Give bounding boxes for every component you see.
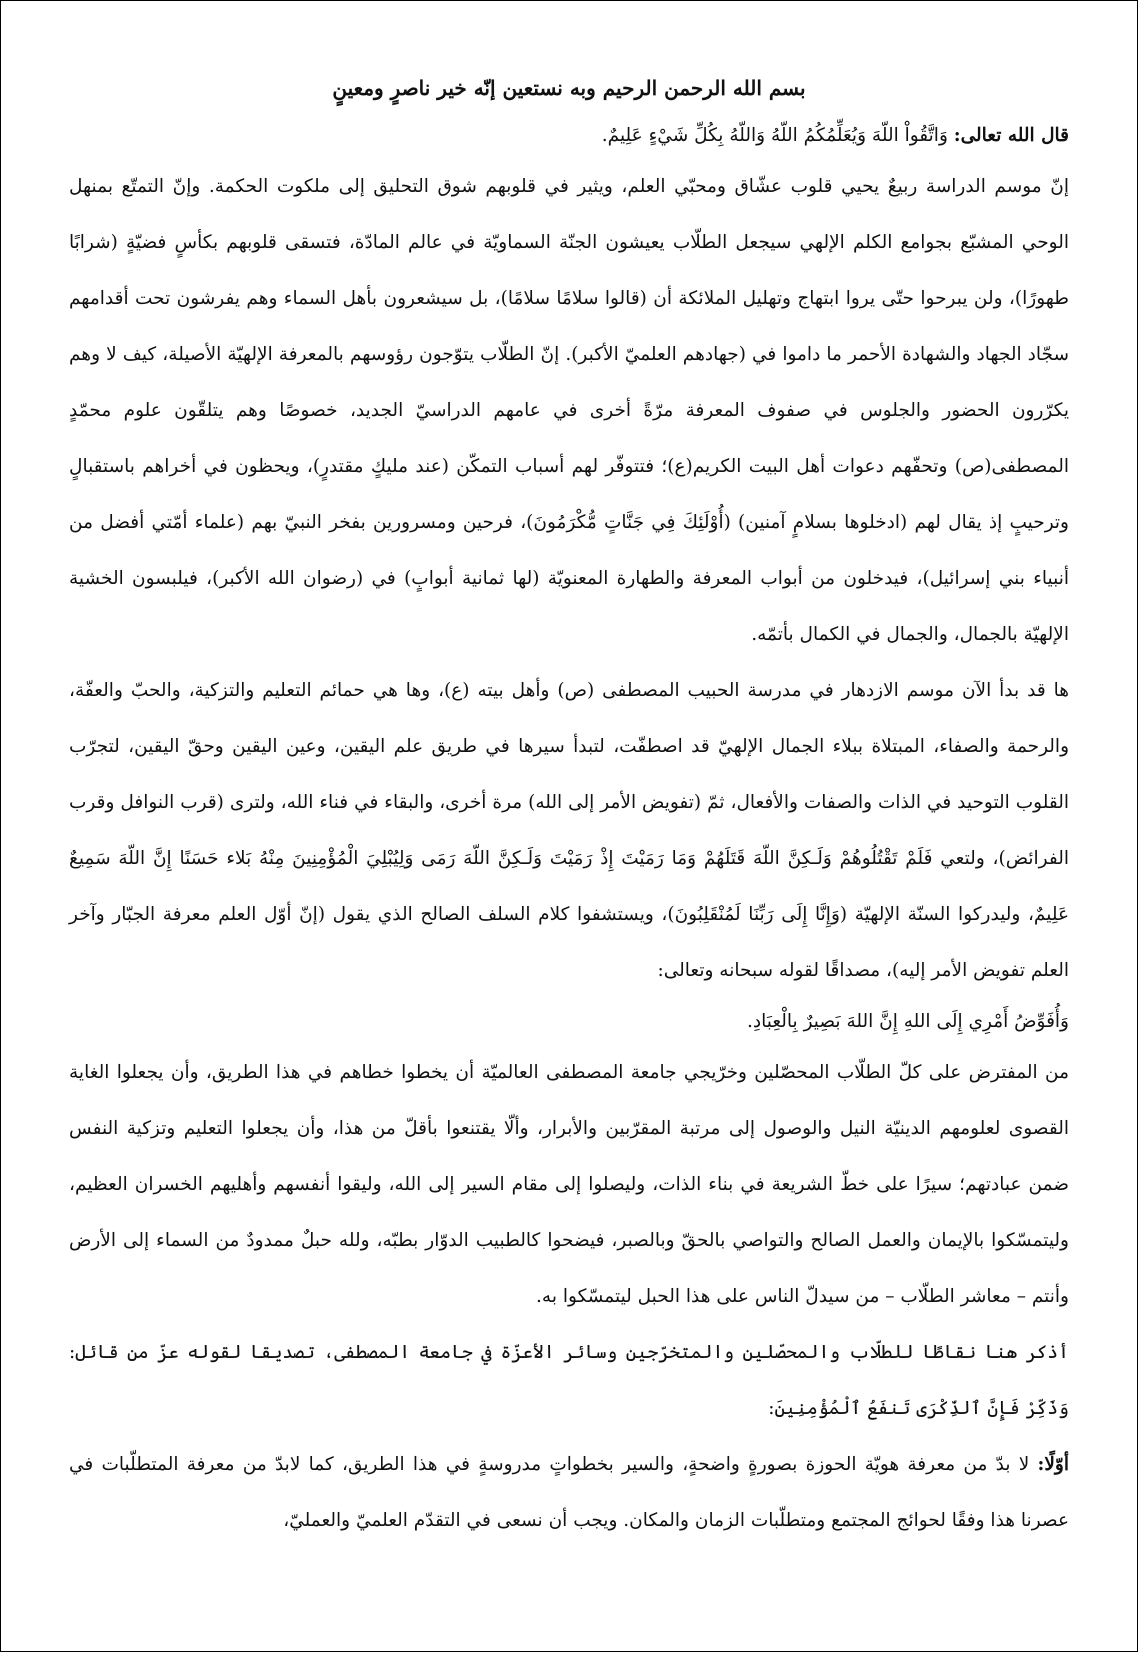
basmala-heading: بسم الله الرحمن الرحيم وبه نستعين إنّه خير ناصرٍ ومعينٍ — [332, 76, 806, 100]
paragraph-3: من المفترض على كلّ الطلّاب المحصّلين وخرّيجي جامعة المصطفى العالميّة أن يخطوا خطاهم في هذا الطريق، وأن يجعلوا الغاية القصوى لعلومهم الدينيّة النيل والوصول إلى مرتبة المقرّبين والأبرار، وألّا يقتنعوا بأقلّ من هذا، وأن يجعلوا التعليم وتزكية النفس ضمن عبادتهم؛ سيرًا على خطّ الشريعة في بناء الذات، وليصلوا إلى مقام السير إلى الله، وليقوا أنفسهم وأهليهم الخسران العظيم، وليتمسّكوا بالإيمان والعمل الصالح والتواصي بالحقّ وبالصبر، فيضحوا كالطبيب الدوّار بطبّه، ولله حبلٌ ممدودٌ من السماء إلى الأرض وأنتم – معاشر الطلّاب – من سيدلّ الناس على هذا الحبل ليتمسّكوا به. — [69, 1062, 1069, 1307]
paragraph-1: إنّ موسم الدراسة ربيعٌ يحيي قلوب عشّاق ومحبّي العلم، ويثير في قلوبهم شوق التحليق إلى ملكوت الحكمة. وإنّ التمتّع بمنهل الوحي المشبّع بجوامع الكلم الإلهي سيجعل الطلّاب يعيشون الجنّة السماويّة في عالم المادّة، فتسقى قلوبهم بكأسٍ فضيّةٍ (شرابًا طهورًا)، ولن يبرحوا حتّى يروا ابتهاج وتهليل الملائكة أن (قالوا سلامًا سلامًا)، بل سيشعرون بأهل السماء وهم يفرشون تحت أقدامهم سجّاد الجهاد والشهادة الأحمر ما داموا في (جهادهم العلميّ الأكبر). إنّ الطلّاب يتوّجون رؤوسهم بالمعرفة الإلهيّة الأصيلة، كيف لا وهم يكرّرون الحضور والجلوس في صفوف المعرفة مرّةً أخرى في عامهم الدراسيّ الجديد، خصوصًا وهم يتلقّون علوم محمّدٍ المصطفى(ص) وتحفّهم دعوات أهل البيت الكريم(ع)؛ فتتوفّر لهم أسباب التمكّن (عند مليكٍ مقتدرٍ)، ويحظون في أخراهم باستقبالٍ وترحيبٍ إذ يقال لهم (ادخلوها بسلامٍ آمنين) (أُوْلَئِكَ فِي جَنَّاتٍ مُّكْرَمُونَ)، فرحين ومسرورين بفخر النبيّ بهم (علماء أمّتي أفضل من أنبياء بني إسرائيل)، فيدخلون من أبواب المعرفة والطهارة المعنويّة (لها ثمانية أبوابٍ) في (رضوان الله الأكبر)، فيلبسون الخشية الإلهيّة بالجمال، والجمال في الكمال بأتمّه. — [69, 176, 1069, 645]
paragraph-4: أذكر هنا نقاطًا للطلّاب والمحصّلين والمتخرّجين وسائر الأعزّة في جامعة المصطفى، تصديقا لقوله عزّ من قائل: وَذَكِّرْ فَإِنَّ ٱلذِّكْرَى تَنفَعُ ٱلْمُؤْمِنِينَ: — [69, 1342, 1069, 1419]
verse-text: وَاتَّقُواْ اللّهَ وَيُعَلِّمُكُمُ اللّهُ وَاللّهُ بِكُلِّ شَيْءٍ عَلِيمٌ. — [601, 125, 948, 146]
document-body — [69, 63, 1069, 1549]
first-point — [69, 1437, 1069, 1549]
first-point-label: أوّلًا: — [1037, 1454, 1069, 1475]
verse-label: قال الله تعالى: — [953, 125, 1069, 146]
verse-line: وَأُفَوِّضُ أَمْرِي إِلَى اللهِ إِنَّ اللهَ بَصِيرٌ بِالْعِبَادِ. — [747, 1011, 1069, 1032]
first-point-text: لا بدّ من معرفة هويّة الحوزة بصورةٍ واضحةٍ، والسير بخطواتٍ مدروسةٍ في هذا الطريق، كما لابدّ من معرفة المتطلّبات في عصرنا هذا وفقًا لحوائج المجتمع ومتطلّبات الزمان والمكان. ويجب أن نسعى في التقدّم العلميّ والعمليّ، — [69, 1454, 1069, 1531]
opening-verse — [69, 113, 1069, 159]
paragraph-2: ها قد بدأ الآن موسم الازدهار في مدرسة الحبيب المصطفى (ص) وأهل بيته (ع)، وها هي حمائم التعليم والتزكية، والحبّ والعفّة، والرحمة والصفاء، المبتلاة ببلاء الجمال الإلهيّ قد اصطفّت، لتبدأ سيرها في طريق علم اليقين، وعين اليقين وحقّ اليقين، لتجرّب القلوب التوحيد في الذات والصفات والأفعال، ثمّ (تفويض الأمر إلى الله) مرة أخرى، والبقاء في فناء الله، ولترى (قرب النوافل وقرب الفرائض)، ولتعي فَلَمْ تَقْتُلُوهُمْ وَلَـكِنَّ اللّهَ قَتَلَهُمْ وَمَا رَمَيْتَ إِذْ رَمَيْتَ وَلَـكِنَّ اللّهَ رَمَى وَلِيُبْلِيَ الْمُؤْمِنِينَ مِنْهُ بَلاء حَسَنًا إِنَّ اللّهَ سَمِيعٌ عَلِيمٌ، وليدركوا السنّة الإلهيّة (وَإِنَّا إِلَى رَبِّنَا لَمُنْقَلِبُونَ)، ويستشفوا كلام السلف الصالح الذي يقول (إنّ أوّل العلم معرفة الجبّار وآخر العلم تفويض الأمر إليه)، مصداقًا لقوله سبحانه وتعالى: — [69, 680, 1069, 981]
